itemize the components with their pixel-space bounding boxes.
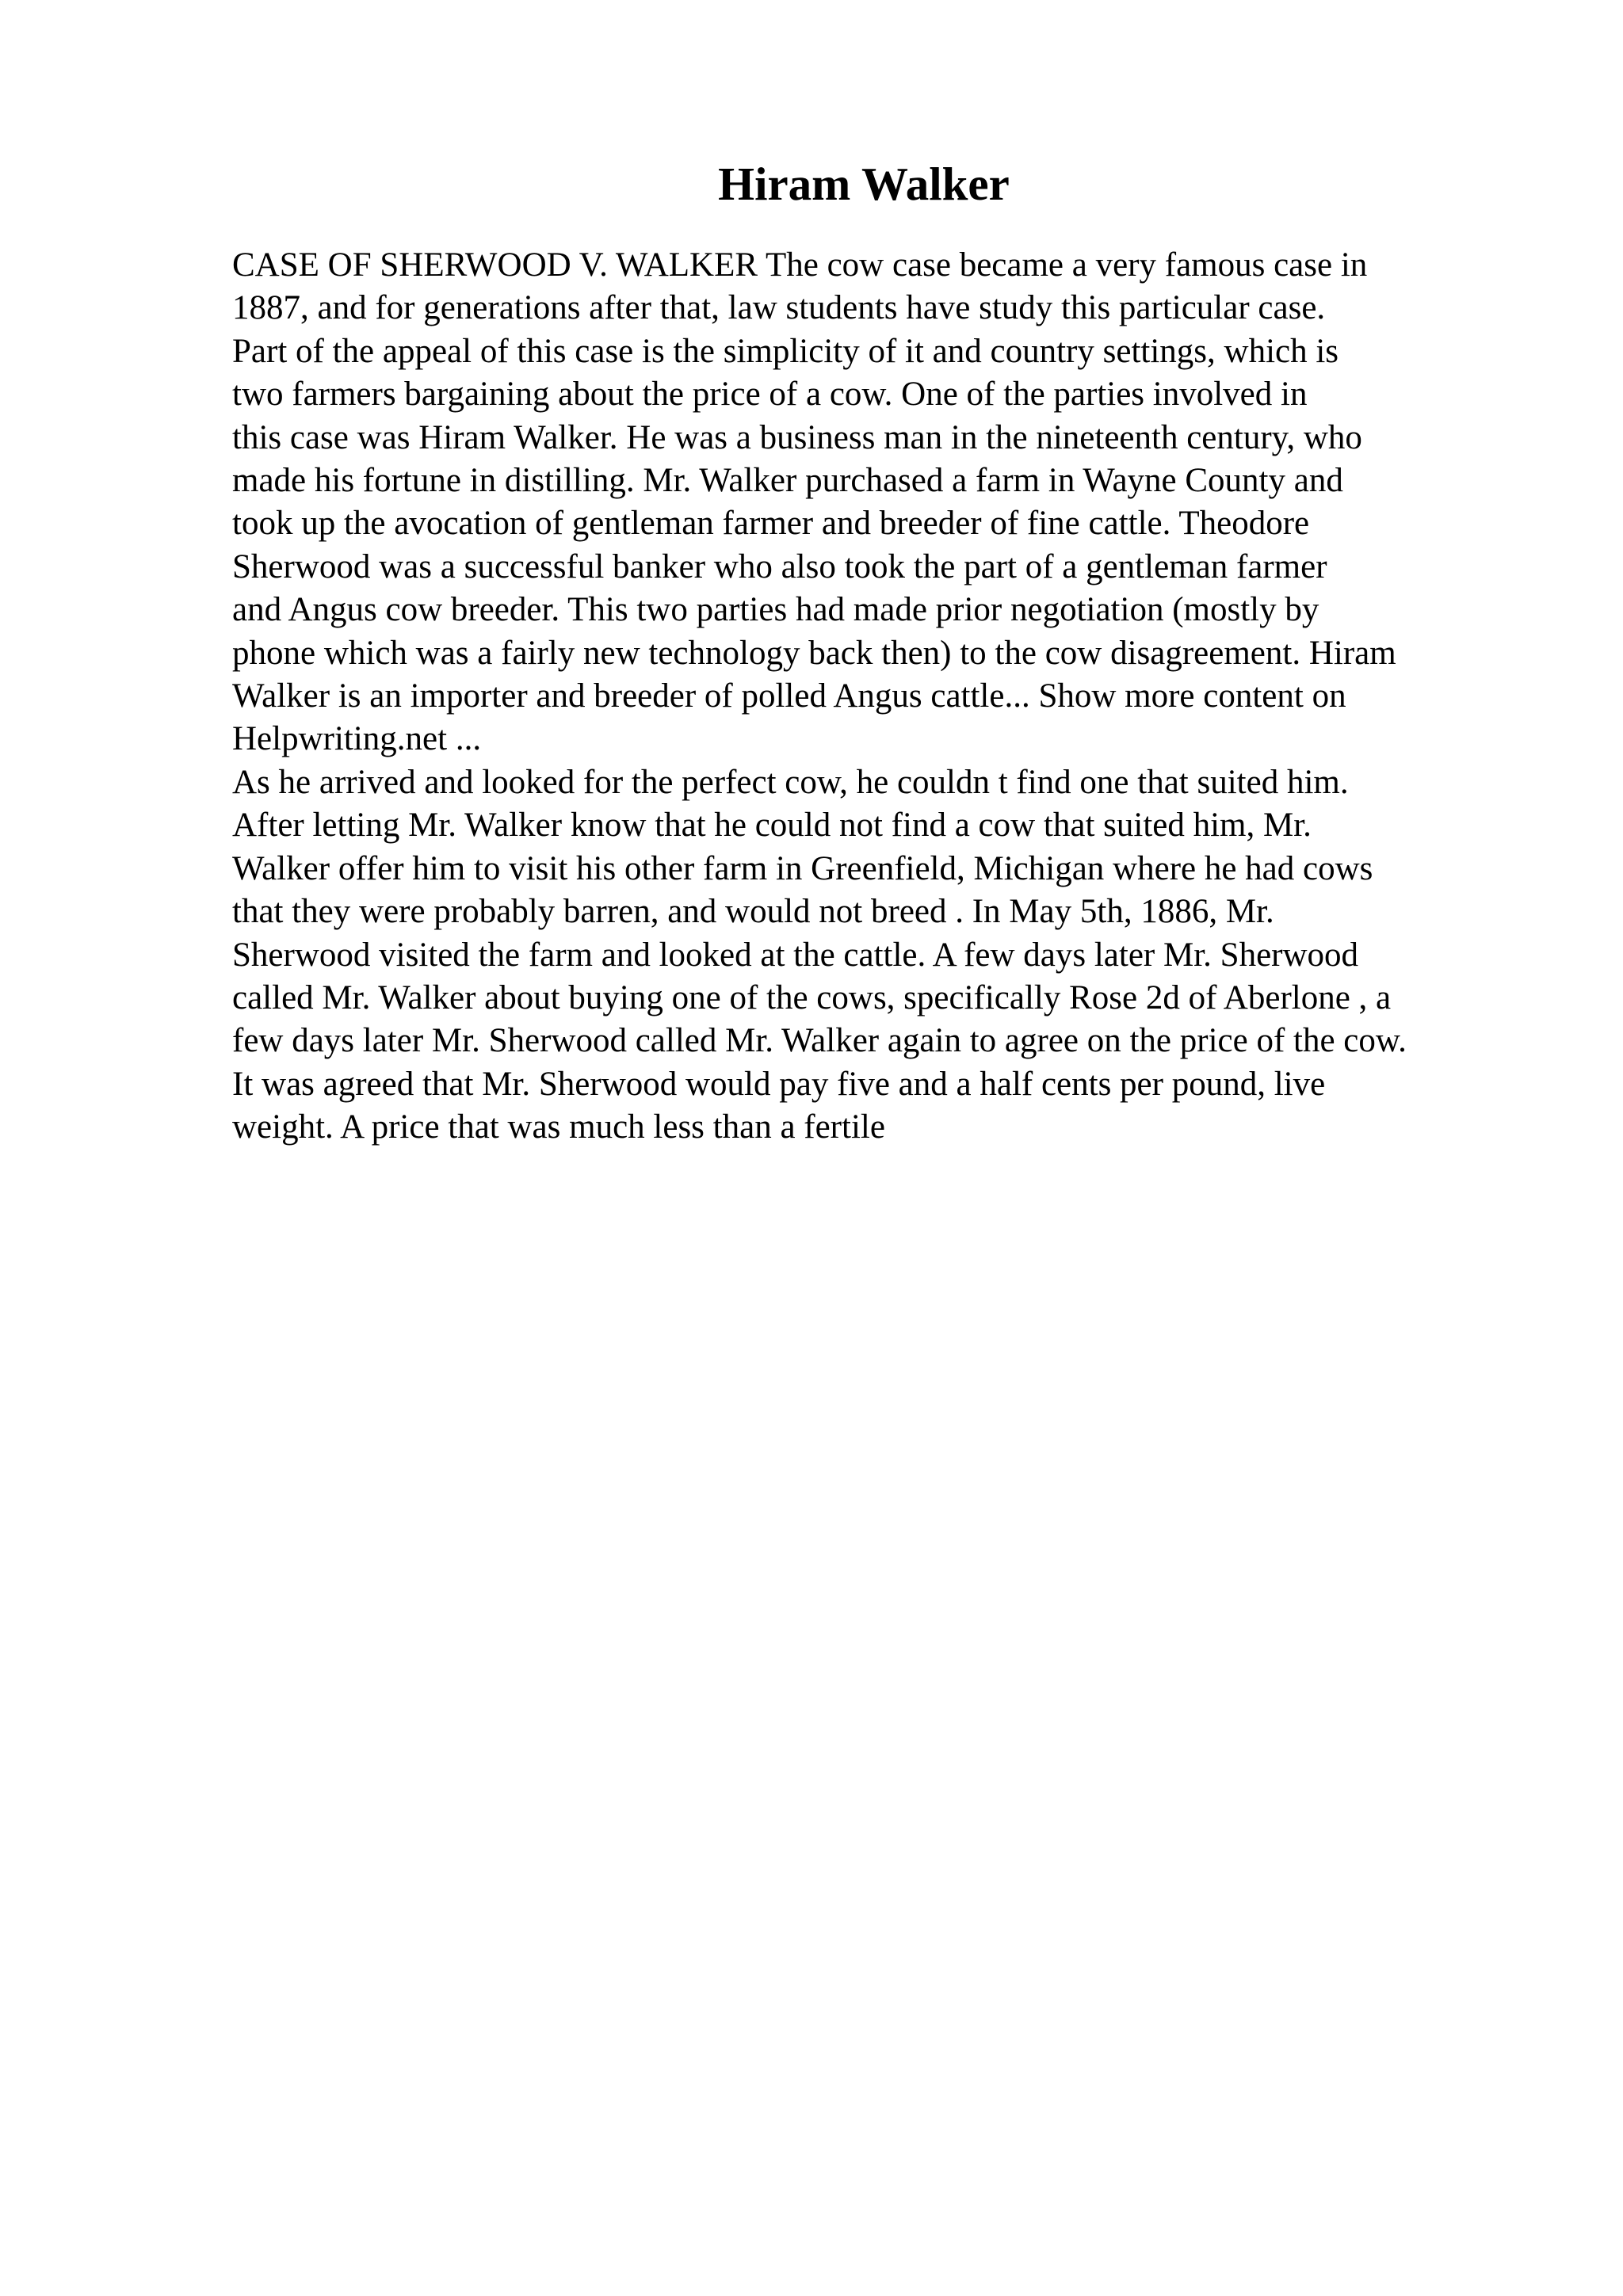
body-line: Sherwood visited the farm and looked at the cattle. A few days later Mr. Sherwood [232, 936, 1359, 974]
body-line: and Angus cow breeder. This two parties had made prior negotiation (mostly by [232, 591, 1319, 629]
body-line: called Mr. Walker about buying one of the cows, specifically Rose 2d of Aberlone , a [232, 978, 1392, 1016]
body-line: phone which was a fairly new technology back then) to the cow disagreement. Hiram [232, 634, 1396, 672]
body-line: that they were probably barren, and would not breed . In May 5th, 1886, Mr. [232, 893, 1274, 931]
body-line: few days later Mr. Sherwood called Mr. Walker again to agree on the price of the cow. [232, 1022, 1407, 1060]
body-line: 1887, and for generations after that, law students have study this particular case. [232, 289, 1326, 327]
body-line: Sherwood was a successful banker who also took the part of a gentleman farmer [232, 547, 1327, 585]
body-line: Part of the appeal of this case is the simplicity of it and country settings, which is [232, 332, 1339, 370]
body-line: It was agreed that Mr. Sherwood would pay five and a half cents per pound, live [232, 1065, 1326, 1103]
body-line: As he arrived and looked for the perfect cow, he couldn t find one that suited him. [232, 763, 1349, 801]
body-line: Walker offer him to visit his other farm in Greenfield, Michigan where he had cows [232, 849, 1373, 887]
body-line: CASE OF SHERWOOD V. WALKER The cow case became a very famous case in [232, 246, 1368, 284]
body-line: After letting Mr. Walker know that he could not find a cow that suited him, Mr. [232, 807, 1312, 845]
body-line: took up the avocation of gentleman farmer and breeder of fine cattle. Theodore [232, 505, 1310, 543]
document-body [232, 244, 1532, 1150]
body-line: this case was Hiram Walker. He was a business man in the nineteenth century, who [232, 418, 1362, 456]
document-title: Hiram Walker [718, 158, 1010, 210]
body-line: Helpwriting.net ... [232, 720, 482, 758]
body-line: made his fortune in distilling. Mr. Walker purchased a farm in Wayne County and [232, 462, 1343, 500]
body-line: weight. A price that was much less than a fertile [232, 1108, 885, 1146]
body-line: Walker is an importer and breeder of polled Angus cattle... Show more content on [232, 677, 1346, 715]
body-line: two farmers bargaining about the price of a cow. One of the parties involved in [232, 376, 1308, 414]
